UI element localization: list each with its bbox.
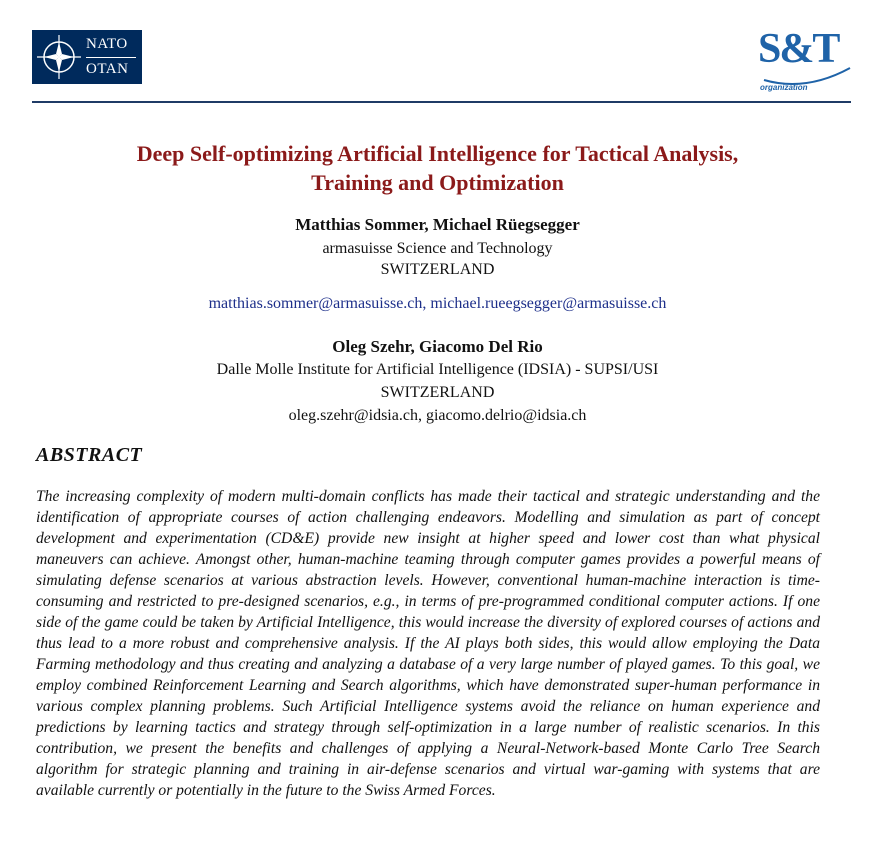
paper-title-line1: Deep Self-optimizing Artificial Intelligence for Tactical Analysis, [136, 141, 739, 166]
header-divider [32, 101, 851, 103]
otan-logo-text: OTAN [86, 61, 129, 77]
author-emails-1[interactable]: matthias.sommer@armasuisse.ch, michael.rueegsegger@armasuisse.ch [208, 295, 667, 312]
st-logo-tagline: organization [760, 83, 808, 92]
abstract-heading: ABSTRACT [36, 444, 143, 466]
country-1: SWITZERLAND [380, 261, 495, 278]
nato-compass-icon [35, 33, 83, 81]
nato-logo [32, 30, 142, 84]
author-names-1: Matthias Sommer, Michael Rüegsegger [295, 215, 580, 234]
country-2: SWITZERLAND [380, 384, 495, 401]
affiliation-1: armasuisse Science and Technology [322, 240, 553, 257]
author-emails-2: oleg.szehr@idsia.ch, giacomo.delrio@idsia.ch [288, 407, 587, 424]
author-names-2: Oleg Szehr, Giacomo Del Rio [332, 337, 543, 356]
nato-logo-text: NATO [86, 36, 128, 52]
affiliation-2: Dalle Molle Institute for Artificial Intelligence (IDSIA) - SUPSI/USI [216, 361, 659, 378]
nato-logo-divider [86, 57, 136, 58]
paper-title-line2: Training and Optimization [311, 170, 564, 195]
st-logo-mark: S&T [758, 26, 839, 72]
abstract-body: The increasing complexity of modern multi-domain conflicts has made their tactical and strategic understanding and the identification of appropriate courses of action challenging endeavors. Modelling and simulation as part of concept development and experimentation (CD&E) provide new insight at higher speed and lower cost than what physical maneuvers can achieve. Amongst other, human-machine teaming through computer games provides a powerful means of simulating defense scenarios at various abstraction levels. However, conventional human-machine interaction is time-consuming and restricted to pre-designed scenarios, e.g., in terms of pre-programmed conditional computer actions. If one side of the game could be taken by Artificial Intelligence, this would increase the diversity of explored courses of actions and thus lead to a more robust and comprehensive analysis. If the AI plays both sides, this would allow employing the Data Farming methodology and thus creating and analyzing a database of a very large number of played games. To this goal, we employ combined Reinforcement Learning and Search algorithms, which have demonstrated super-human performance in various complex planning problems. Such Artificial Intelligence systems avoid the reliance on human experience and predictions by learning tactics and strategy through self-optimization in a large number of realistic scenarios. In this contribution, we present the benefits and challenges of applying a Neural-Network-based Monte Carlo Tree Search algorithm for strategic planning and training in air-defense scenarios and virtual war-gaming with systems that are available currently or potentially in the future to the Swiss Armed Forces. [36, 488, 820, 799]
st-organization-logo [758, 28, 853, 96]
